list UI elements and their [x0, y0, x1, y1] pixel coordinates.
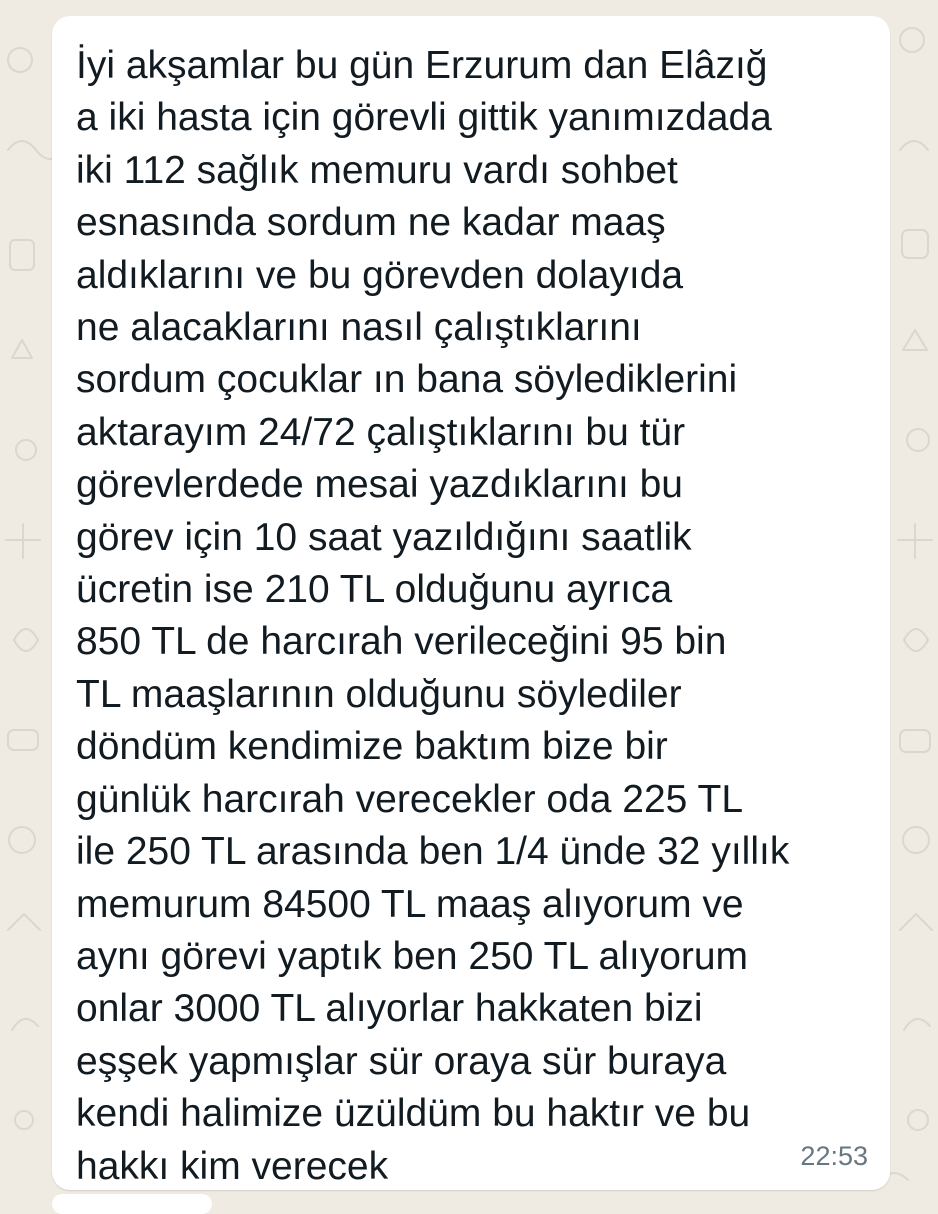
message-line: ne alacaklarını nasıl çalıştıklarını [76, 306, 642, 350]
message-line: 850 TL de harcırah verileceğini 95 bin [76, 620, 727, 664]
message-line: kendi halimize üzüldüm bu haktır ve bu [76, 1092, 751, 1136]
message-line: a iki hasta için görevli gittik yanımızdada [76, 96, 772, 140]
message-line: iki 112 sağlık memuru vardı sohbet [76, 148, 678, 192]
message-line: aktarayım 24/72 çalıştıklarını bu tür [76, 410, 686, 454]
message-line: ücretin ise 210 TL olduğunu ayrıca [76, 568, 673, 612]
message-text [76, 40, 876, 1193]
message-line: esnasında sordum ne kadar maaş [76, 201, 666, 245]
message-line: eşşek yapmışlar sür oraya sür buraya [76, 1039, 727, 1083]
message-line: günlük harcırah verecekler oda 225 TL [76, 777, 744, 821]
message-line: TL maaşlarının olduğunu söylediler [76, 672, 682, 716]
message-line: aldıklarını ve bu görevden dolayıda [76, 253, 684, 297]
next-message-bubble[interactable] [52, 1194, 212, 1214]
message-line: ile 250 TL arasında ben 1/4 ünde 32 yıllık [76, 830, 790, 874]
message-line: memurum 84500 TL maaş alıyorum ve [76, 882, 744, 926]
message-line: hakkı kim verecek [76, 1144, 389, 1188]
message-line: görevlerdede mesai yazdıklarını bu [76, 463, 683, 507]
message-line: onlar 3000 TL alıyorlar hakkaten bizi [76, 987, 703, 1031]
message-line: döndüm kendimize baktım bize bir [76, 725, 668, 769]
incoming-message-bubble[interactable] [52, 16, 890, 1190]
message-line: sordum çocuklar ın bana söylediklerini [76, 358, 738, 402]
message-line: görev için 10 saat yazıldığını saatlik [76, 515, 692, 559]
message-line: İyi akşamlar bu gün Erzurum dan Elâzığ [76, 44, 768, 87]
message-timestamp: 22:53 [800, 1141, 868, 1171]
message-line: aynı görevi yaptık ben 250 TL alıyorum [76, 934, 749, 978]
